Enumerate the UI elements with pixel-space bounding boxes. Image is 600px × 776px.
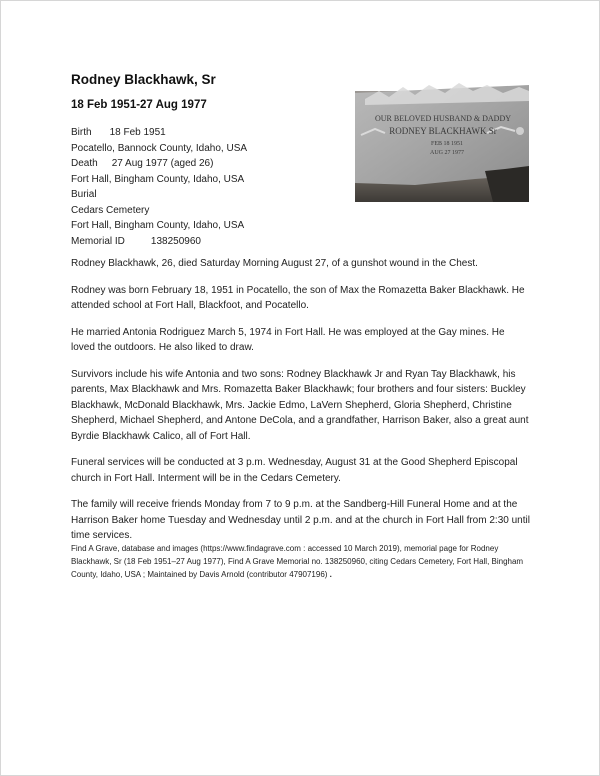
death-label: Death [71, 158, 98, 169]
headstone-photo [355, 71, 529, 202]
citation-end-mark: . [327, 570, 332, 579]
death-place: Fort Hall, Bingham County, Idaho, USA [71, 173, 245, 185]
birth-place: Pocatello, Bannock County, Idaho, USA [71, 142, 248, 154]
memorial-id: 138250960 [150, 235, 201, 247]
birth-date: 18 Feb 1951 [109, 127, 166, 138]
obituary-paragraph: He married Antonia Rodriguez March 5, 1974 in Fort Hall. He was employed at the Gay mines. He loved the outdoors. He also liked to draw. [71, 326, 505, 353]
inscription-name: RODNEY BLACKHAWK Sr [389, 126, 497, 136]
burial-cemetery: Cedars Cemetery [71, 204, 150, 216]
citation-text: Find A Grave, database and images (https://www.findagrave.com : accessed 10 March 2019), memorial page for Rodney Blackhawk, Sr (18 Feb 1951–27 Aug 1977), Find A Grave Memorial no. 138250960, citing Cedars Cemetery, Fort Hall, Bingham County, Idaho, USA ; Maintained by Davis Arnold (contributor 47907196) [71, 544, 524, 579]
burial-label: Burial [71, 189, 97, 200]
memorial-row [71, 234, 341, 250]
inscription-line1: OUR BELOVED HUSBAND & DADDY [375, 114, 511, 123]
obituary-paragraph: Survivors include his wife Antonia and two sons: Rodney Blackhawk Jr and Ryan Tay Blackhawk, his parents, Max Blackhawk and Mrs. Romazetta Baker Blackhawk; four brothers and four sisters: Buckley Blackhawk, McDonald Blackhawk, Mrs. Jackie Edmo, LaVern Shepherd, Gloria Shepherd, Christine Shepherd, Michael Shepherd, and Antone DeCola, and a grandfather, Harrison Baker, also a great aunt Byrdie Blackhawk Calico, all of Fort Hall. [71, 368, 529, 442]
obituary-paragraph: The family will receive friends Monday from 7 to 9 p.m. at the Sandberg-Hill Funeral Home and at the Harrison Baker home Tuesday and Wednesday until 2 p.m. and at the church in Fort Hall from 2:30 until time services. [71, 499, 530, 541]
obituary-text [71, 256, 531, 555]
document-title: Rodney Blackhawk, Sr [71, 72, 216, 87]
obituary-paragraph: Rodney Blackhawk, 26, died Saturday Morning August 27, of a gunshot wound in the Chest. [71, 258, 478, 269]
source-citation [71, 542, 531, 581]
memorial-label: Memorial ID [71, 235, 125, 247]
birth-label: Birth [71, 127, 92, 138]
death-row [71, 156, 341, 172]
inscription-birth: FEB 18 1951 [430, 141, 464, 147]
vital-facts [71, 125, 341, 249]
birth-row [71, 125, 341, 141]
inscription-death: AUG 27 1977 [430, 150, 464, 156]
death-date: 27 Aug 1977 (aged 26) [111, 158, 214, 169]
obituary-paragraph: Rodney was born February 18, 1951 in Pocatello, the son of Max the Romazetta Baker Blackhawk. He attended school at Fort Hall, Blackfoot, and Pocatello. [71, 284, 525, 311]
life-dates: 18 Feb 1951-27 Aug 1977 [71, 99, 207, 111]
burial-place: Fort Hall, Bingham County, Idaho, USA [71, 220, 245, 231]
obituary-paragraph: Funeral services will be conducted at 3 p.m. Wednesday, August 31 at the Good Shepherd Episcopal church in Fort Hall. Interment will be in the Cedars Cemetery. [71, 457, 518, 484]
